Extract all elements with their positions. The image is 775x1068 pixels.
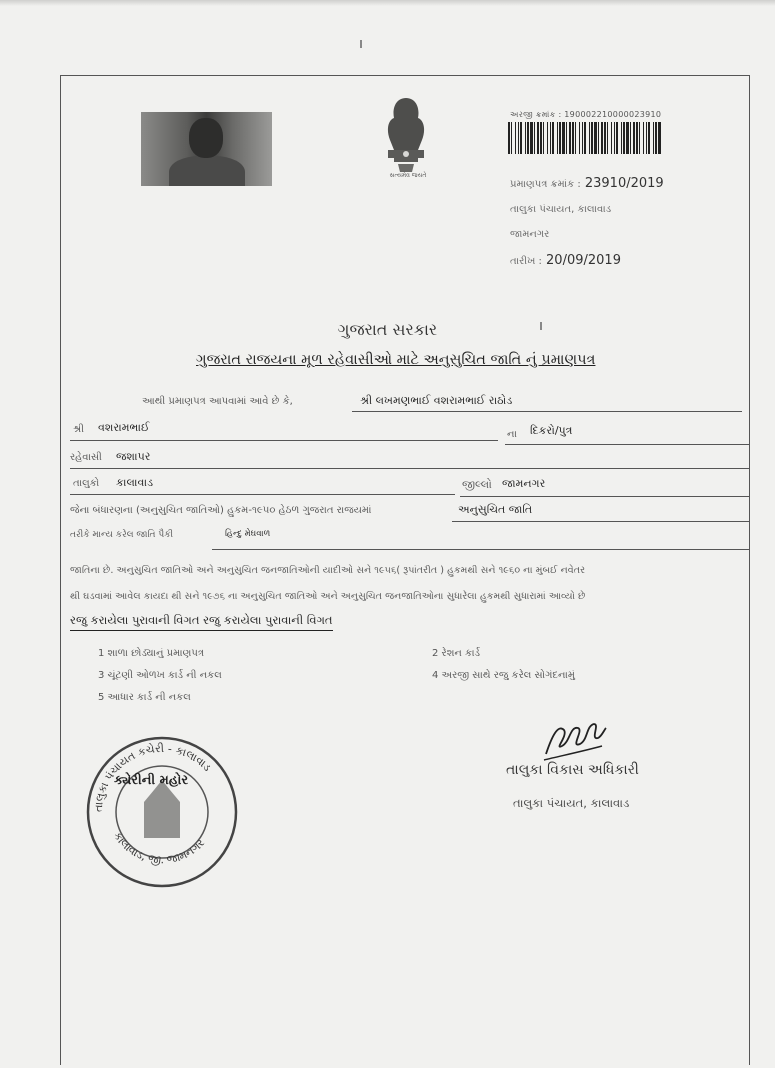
shri-label: શ્રી bbox=[73, 424, 85, 435]
barcode-bar bbox=[658, 122, 661, 154]
barcode bbox=[508, 122, 664, 154]
documents-title: રજુ કરાયેલા પુરાવાની વિગત રજુ કરાયેલા પુરાવાની વિગત bbox=[70, 613, 333, 631]
barcode-bar bbox=[511, 122, 512, 154]
barcode-bar bbox=[604, 122, 606, 154]
barcode-bar bbox=[582, 122, 583, 154]
barcode-bar bbox=[616, 122, 618, 154]
header-office: તાલુકા પંચાયત, કાલાવાડ bbox=[510, 204, 612, 215]
barcode-bar bbox=[540, 122, 542, 154]
officer-signature bbox=[540, 716, 610, 764]
residence-label: રહેવાસી bbox=[70, 452, 102, 463]
barcode-bar bbox=[598, 122, 599, 154]
document-item: 4 અરજી સાથે રજુ કરેલ સોગંદનામું bbox=[432, 670, 575, 681]
document-item: 3 ચૂંટણી ઓળખ કાર્ડ ની નકલ bbox=[98, 670, 222, 681]
barcode-bar bbox=[559, 122, 561, 154]
barcode-bar bbox=[515, 122, 516, 154]
barcode-bar bbox=[607, 122, 608, 154]
barcode-bar bbox=[643, 122, 644, 154]
barcode-bar bbox=[648, 122, 650, 154]
barcode-bar bbox=[547, 122, 548, 154]
barcode-bar bbox=[626, 122, 629, 154]
field-line bbox=[212, 549, 750, 550]
paragraph-line-2: થી ઘડવામાં આવેલ કાયદા થી સને ૧૯૭૬ ના અનુસુચિત જાતિઓ અને અનુસુચિત જનજાતિઓના સુધારેલા હુકમથી સુધારામાં આવ્યો છે bbox=[70, 591, 586, 602]
barcode-bar bbox=[584, 122, 586, 154]
barcode-bar bbox=[537, 122, 539, 154]
field-line bbox=[70, 440, 498, 441]
document-item: 5 આધાર કાર્ડ ની નકલ bbox=[98, 692, 191, 703]
barcode-bar bbox=[623, 122, 625, 154]
paragraph-line-1: જાતિના છે. અનુસુચિત જાતિઓ અને અનુસુચિત જનજાતિઓની યાદીઓ સને ૧૯૫૬( રૂપાંતરીત ) હુકમથી સને ૧૯૬૦ ના મુંબઈ નવેતર bbox=[70, 565, 586, 576]
taluka-label: તાલુકો bbox=[73, 478, 100, 489]
caste-value: હિન્દુ મેઘવાળ bbox=[225, 529, 271, 539]
field-line bbox=[505, 444, 750, 445]
caste-label: તરીકે માન્ય કરેલ જાતિ પૈકી bbox=[70, 530, 174, 540]
field-line bbox=[460, 496, 750, 497]
document-item: 2 રેશન કાર્ડ bbox=[432, 648, 481, 659]
barcode-bar bbox=[575, 122, 576, 154]
barcode-bar bbox=[653, 122, 654, 154]
application-number: અરજી ક્રમાંક : 190002210000023910 bbox=[510, 110, 662, 119]
barcode-bar bbox=[579, 122, 580, 154]
barcode-bar bbox=[630, 122, 631, 154]
barcode-bar bbox=[550, 122, 551, 154]
barcode-bar bbox=[518, 122, 519, 154]
field-line bbox=[70, 468, 750, 469]
certificate-title: ગુજરાત રાજયના મૂળ રહેવાસીઓ માટે અનુસુચિત જાતિ નું પ્રમાણપત્ર bbox=[196, 352, 596, 368]
svg-text:ક્યેરીની મહોર: ક્યેરીની મહોર bbox=[114, 773, 189, 788]
district-label: જીલ્લો bbox=[462, 478, 492, 491]
barcode-bar bbox=[589, 122, 590, 154]
field-line bbox=[452, 521, 750, 522]
constitution-text: જેના બંધારણના (અનુસુચિત જાતિઓ) હુકમ-૧૯૫૦ હેઠળ ગુજરાત રાજયમાં bbox=[70, 505, 372, 516]
office-seal-stamp bbox=[82, 732, 242, 892]
field-line bbox=[70, 494, 455, 495]
barcode-bar bbox=[621, 122, 622, 154]
government-title: ગુજરાત સરકાર bbox=[337, 320, 438, 339]
scan-speck bbox=[360, 40, 362, 48]
barcode-bar bbox=[525, 122, 526, 154]
barcode-bar bbox=[594, 122, 597, 154]
document-item: 1 શાળા છોડ્યાનું પ્રમાણપત્ર bbox=[98, 648, 204, 659]
barcode-bar bbox=[591, 122, 593, 154]
officer-title: તાલુકા વિકાસ અધિકારી bbox=[506, 762, 639, 778]
barcode-bar bbox=[520, 122, 522, 154]
barcode-bar bbox=[633, 122, 635, 154]
certificate-date: તારીખ : 20/09/2019 bbox=[510, 253, 621, 268]
certificate-number: પ્રમાણપત્ર ક્રમાંક : 23910/2019 bbox=[510, 176, 664, 191]
barcode-bar bbox=[530, 122, 533, 154]
barcode-bar bbox=[646, 122, 647, 154]
applicant-name: શ્રી લખમણભાઈ વશરામભાઈ રાઠોડ bbox=[360, 394, 513, 407]
applicant-photo bbox=[141, 112, 272, 186]
svg-text:તાલુકા પંચાયત કચેરી - કાલાવાડ: તાલુકા પંચાયત કચેરી - કાલાવાડ bbox=[91, 741, 214, 813]
category-value: અનુસુચિત જાતિ bbox=[458, 503, 533, 516]
barcode-bar bbox=[543, 122, 544, 154]
relation-value: દિકરો/પુત્ર bbox=[530, 424, 573, 437]
barcode-bar bbox=[655, 122, 657, 154]
relation-label: ના bbox=[507, 429, 517, 440]
residence-value: જશાપર bbox=[116, 450, 151, 463]
field-line bbox=[352, 411, 742, 412]
barcode-bar bbox=[557, 122, 558, 154]
barcode-bar bbox=[572, 122, 574, 154]
barcode-bar bbox=[569, 122, 571, 154]
svg-text:કાલાવાડ, જી. જામનગર: કાલાવાડ, જી. જામનગર bbox=[110, 829, 208, 867]
district-value: જામનગર bbox=[502, 477, 546, 490]
intro-text: આથી પ્રમાણપત્ર આપવામાં આવે છે કે, bbox=[142, 396, 293, 407]
barcode-bar bbox=[601, 122, 603, 154]
header-district: જામનગર bbox=[510, 229, 550, 240]
father-name: વશરામભાઈ bbox=[98, 421, 150, 434]
barcode-bar bbox=[562, 122, 565, 154]
emblem-caption: સત્યમેવ જયતે bbox=[389, 172, 427, 179]
barcode-bar bbox=[566, 122, 567, 154]
barcode-bar bbox=[508, 122, 510, 154]
taluka-value: કાલાવાડ bbox=[116, 476, 154, 489]
barcode-bar bbox=[639, 122, 640, 154]
barcode-bar bbox=[614, 122, 615, 154]
officer-office: તાલુકા પંચાયત, કાલાવાડ bbox=[513, 796, 630, 810]
barcode-bar bbox=[636, 122, 638, 154]
barcode-bar bbox=[527, 122, 529, 154]
barcode-bar bbox=[552, 122, 554, 154]
barcode-bar bbox=[611, 122, 612, 154]
barcode-bar bbox=[534, 122, 535, 154]
national-emblem-icon bbox=[374, 92, 438, 182]
scan-edge bbox=[0, 0, 775, 6]
